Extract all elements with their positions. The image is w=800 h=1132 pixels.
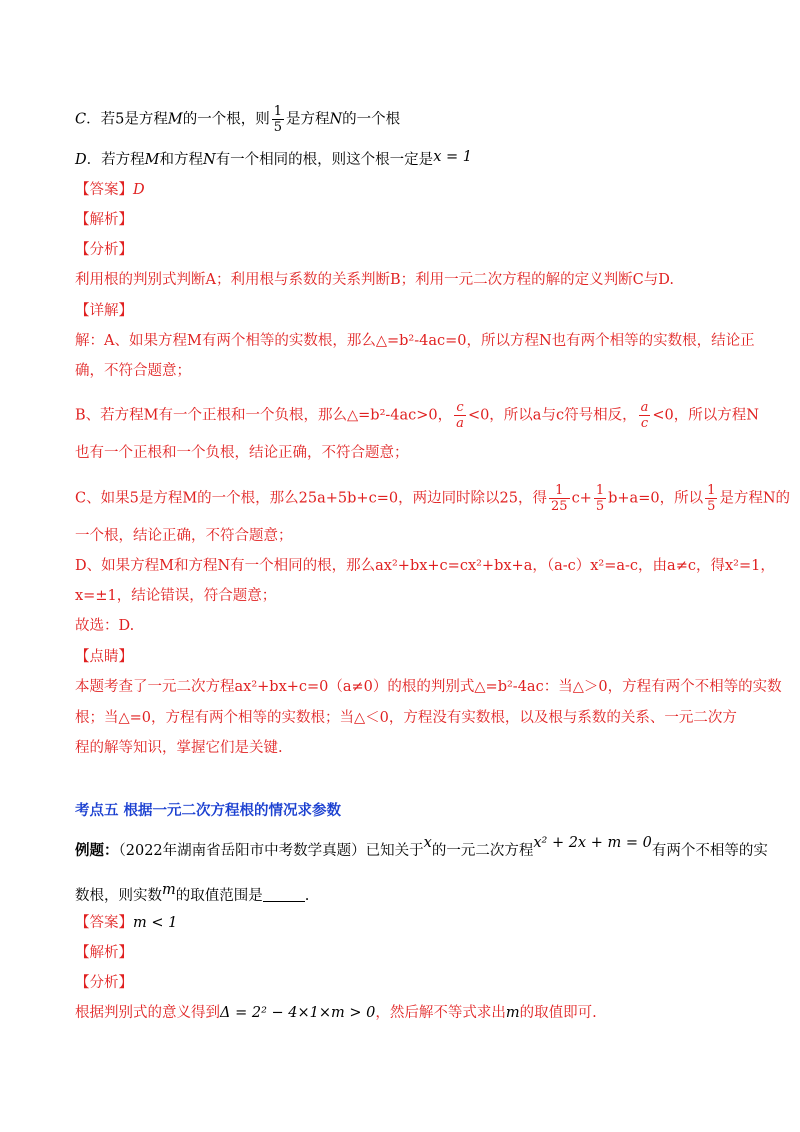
fraction-a-over-c: $\frac{a}{c}$ [640, 400, 649, 431]
fraction-1-over-25: $\frac{1}{25}$ [551, 483, 568, 514]
xiangxi-d-line1: D、如果方程M和方程N有一个相同的根，那么ax²+bx+c=cx²+bx+a，（a-c）x²=a-c，由a≠c，得x²=1， [75, 558, 775, 574]
fenxi-2-tag: 【分析】 [75, 975, 133, 991]
option-c-label: C [75, 111, 87, 128]
fenxi-1-text: 利用根的判别式判断A；利用根与系数的关系判断B；利用一元二次方程的解的定义判断C与D. [75, 272, 674, 288]
option-c: C．若5是方程M的一个根，则 $\frac{1}{5}$ 是方程N的一个根 [75, 104, 401, 135]
xiangxi-a-line1: 解：A、如果方程M有两个相等的实数根，那么△=b²-4ac=0，所以方程N也有两个相等的实数根，结论正 [75, 333, 755, 349]
answer-2-value: m < 1 [133, 915, 178, 931]
jiexi-1: 【解析】 [75, 212, 133, 228]
dianjing-tag: 【点睛】 [75, 649, 133, 665]
xiangxi-c-line1: C、如果5是方程M的一个根，那么25a+5b+c=0，两边同时除以25，得 $\frac{1}{25}$ c+ $\frac{1}{5}$ b+a=0，所以 $\frac{1}{5}$ 是方程N的 [75, 483, 791, 514]
xiangxi-b-line1: B、若方程M有一个正根和一个负根，那么△=b²-4ac>0， $\frac{c}{a}$ <0，所以a与c符号相反， $\frac{a}{c}$ <0，所以方程N [75, 400, 759, 431]
fraction-1-over-5-b: $\frac{1}{5}$ [707, 483, 716, 514]
answer-tag: 【答案】 [75, 182, 133, 198]
answer-blank[interactable] [263, 887, 305, 902]
dianjing-line3: 程的解等知识，掌握它们是关键. [75, 740, 283, 756]
answer-2-tag: 【答案】 [75, 915, 133, 931]
fenxi-2-text: 根据判别式的意义得到Δ = 2² − 4×1×m > 0，然后解不等式求出m的取值即可. [75, 1005, 597, 1021]
xiangxi-d-line2: x=±1，结论错误，符合题意； [75, 588, 277, 604]
example-tag: 例题： [75, 842, 119, 859]
answer-value: D [133, 182, 145, 198]
xiangxi-a-line2: 确，不符合题意； [75, 363, 191, 379]
fraction-one-fifth: $\frac{1}{5}$ [273, 104, 282, 135]
example-equation: x² + 2x + m = 0 [533, 835, 652, 851]
dianjing-line1: 本题考查了一元二次方程ax²+bx+c=0（a≠0）的根的判别式△=b²-4ac：当△＞0，方程有两个不相等的实数 [75, 679, 782, 695]
option-d-label: D [75, 152, 87, 168]
xiangxi-c-line2: 一个根，结论正确，不符合题意； [75, 528, 293, 544]
example-line1: 例题：（2022年湖南省岳阳市中考数学真题）已知关于x的一元二次方程x² + 2x + m = 0有两个不相等的实 [75, 835, 768, 859]
fraction-1-over-5-a: $\frac{1}{5}$ [595, 483, 605, 514]
answer-2 [75, 913, 735, 933]
xiangxi-conclusion: 故选：D. [75, 618, 135, 634]
dianjing-line2: 根；当△=0，方程有两个相等的实数根；当△＜0，方程没有实数根，以及根与系数的关系、一元二次方 [75, 710, 737, 726]
jiexi-2: 【解析】 [75, 945, 133, 961]
example-line2: 数根，则实数m的取值范围是 . [75, 882, 310, 904]
fraction-c-over-a: $\frac{c}{a}$ [456, 400, 464, 431]
xiangxi-b-line2: 也有一个正根和一个负根，结论正确，不符合题意； [75, 445, 409, 461]
section-title: 考点五 根据一元二次方程根的情况求参数 [75, 802, 342, 819]
fenxi-1-tag: 【分析】 [75, 242, 133, 258]
math-x-equals-1: x = 1 [433, 149, 472, 165]
xiangxi-tag: 【详解】 [75, 303, 133, 319]
answer-1 [75, 180, 735, 200]
discriminant-inequality: Δ = 2² − 4×1×m > 0 [220, 1005, 376, 1021]
option-d: D．若方程M和方程N有一个相同的根，则这个根一定是x = 1 [75, 149, 472, 168]
